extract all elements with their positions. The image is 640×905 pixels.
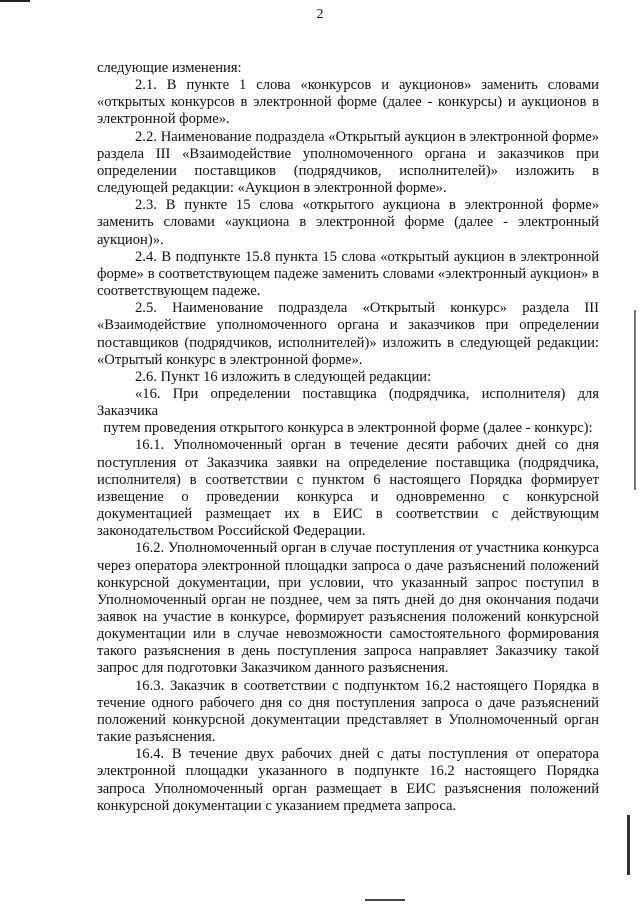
paragraph-2-4: 2.4. В подпункте 15.8 пункта 15 слова «открытый аукцион в электронной форме» в соответствующем падеже заменить словами «электронный аукцион» в соответствующем падеже. xyxy=(97,248,599,300)
paragraph-16-heading-cont: путем проведения открытого конкурса в электронной форме (далее - конкурс): xyxy=(103,420,593,437)
page-number: 2 xyxy=(316,7,324,22)
paragraph-2-5: 2.5. Наименование подраздела «Открытый конкурс» раздела III «Взаимодействие уполномоченного органа и заказчиков при определении поставщиков (подрядчиков, исполнителей)» изложить в следующей редакции: «Отрытый конкурс в электронной форме». xyxy=(97,300,599,368)
scan-artifact-edge xyxy=(634,310,636,490)
paragraph-16-3: 16.3. Заказчик в соответствии с подпунктом 16.2 настоящего Порядка в течение одного рабочего дня со дня поступления запроса о даче разъяснений положений конкурсной документации представляет в Уполномоченный орган такие разъяснения. xyxy=(97,677,599,746)
paragraph-16-heading: «16. При определении поставщика (подрядчика, исполнителя) для Заказчика xyxy=(97,385,599,420)
paragraph-2-6: 2.6. Пункт 16 изложить в следующей редакции: xyxy=(135,368,432,385)
paragraph-16-2: 16.2. Уполномоченный орган в случае поступления от участника конкурса через оператора электронной площадки запроса о даче разъяснений положений конкурсной документации, при условии, что указанный запрос поступил в Уполномоченный орган не позднее, чем за пять дней до дня окончания подачи заявок на участие в конкурсе, формирует разъяснения положений конкурсной документации или в случае невозможности самостоятельного формирования такого разъяснения в день поступления запроса направляет Заказчику такой запрос для подготовки Заказчиком данного разъяснения. xyxy=(97,540,599,677)
scan-artifact-tick xyxy=(627,815,630,875)
paragraph-16-1: 16.1. Уполномоченный орган в течение десяти рабочих дней со дня поступления от Заказчика заявки на определение поставщика (подрядчика, исполнителя) в соответствии с пунктом 6 настоящего Порядка формирует извещение о проведении конкурса и одновременно с конкурсной документацией размещает их в ЕИС в соответствии с действующим законодательством Российской Федерации. xyxy=(97,437,599,540)
paragraph-2-1: 2.1. В пункте 1 слова «конкурсов и аукционов» заменить словами «открытых конкурсов в электронной форме (далее - конкурсы) и аукционов в электронной форме». xyxy=(97,77,599,128)
paragraph-intro: следующие изменения: xyxy=(97,60,242,76)
paragraph-16-4: 16.4. В течение двух рабочих дней с даты поступления от оператора электронной площадки указанного в подпункте 16.2 настоящего Порядка запроса Уполномоченный орган размещает в ЕИС разъяснения положений конкурсной документации с указанием предмета запроса. xyxy=(97,746,599,814)
scan-artifact-bottom xyxy=(365,899,405,901)
document-body xyxy=(97,60,599,815)
scan-artifact-top xyxy=(0,0,30,2)
paragraph-2-2: 2.2. Наименование подраздела «Открытый аукцион в электронной форме» раздела III «Взаимодействие уполномоченного органа и заказчиков при определении поставщиков (подрядчиков, исполнителей)» изложить в следующей редакции: «Аукцион в электронной форме». xyxy=(97,128,599,197)
paragraph-2-3: 2.3. В пункте 15 слова «открытого аукциона в электронной форме» заменить словами «аукциона в электронной форме (далее - электронный аукцион)». xyxy=(97,197,599,248)
